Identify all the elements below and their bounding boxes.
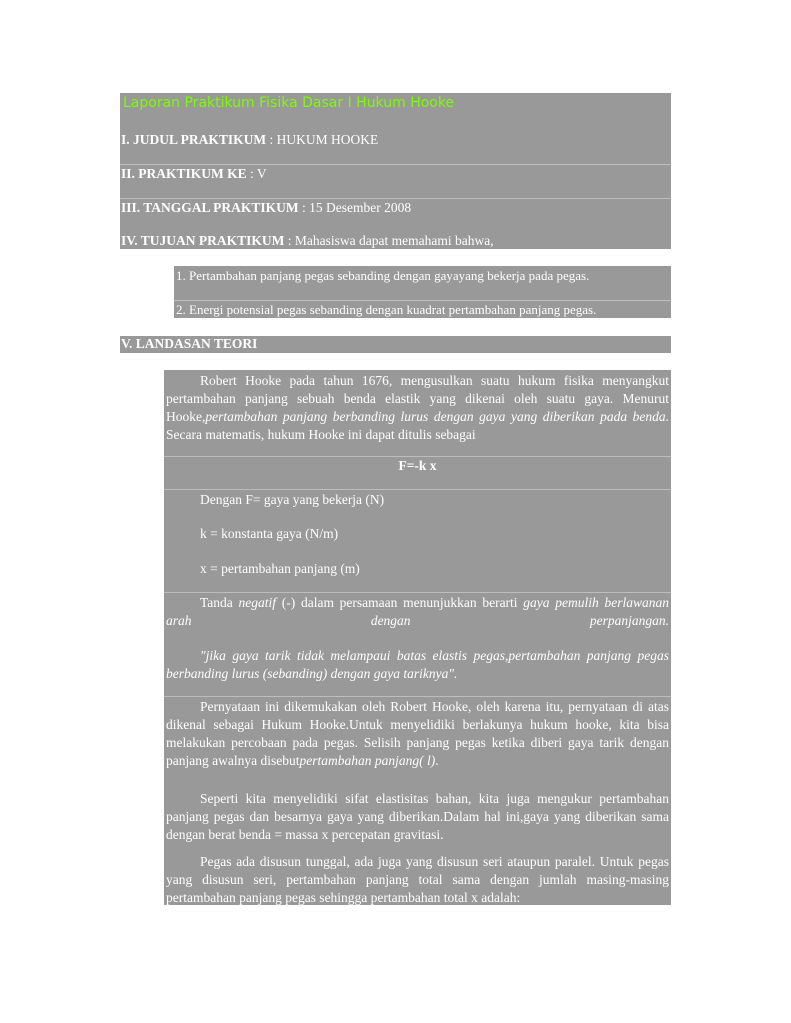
divider [120,164,671,165]
document-title: Laporan Praktikum Fisika Dasar I Hukum Hooke [123,95,455,111]
header-block [120,93,671,249]
section-label: III. TANGGAL PRAKTIKUM [121,200,299,215]
theory-block [164,370,671,905]
section-value: : V [246,166,267,181]
paragraph-pegas: Pegas ada disusun tunggal, ada juga yang disusun seri ataupun paralel. Untuk pegas yang disusun seri, pertambahan panjang total sama dengan jumlah masing-masing pertambahan panjang pegas sehingga pertambahan total x adalah: [166,854,669,905]
divider [164,456,671,457]
section-value: : Mahasiswa dapat memahami bahwa, [284,233,494,248]
definition-f: Dengan F= gaya yang bekerja (N) [200,492,385,507]
divider [120,198,671,199]
section-value: : 15 Desember 2008 [298,200,412,215]
quote: "jika gaya tarik tidak melampaui batas elastis pegas,pertambahan panjang pegas berbanding lurus (sebanding) dengan gaya tariknya". [166,648,669,681]
section-tanggal [121,200,411,216]
definition-k: k = konstanta gaya (N/m) [200,526,339,541]
section-label: I. JUDUL PRAKTIKUM [121,132,267,147]
divider [174,300,671,301]
section-tujuan [121,233,494,249]
theory-heading-bar [120,336,671,353]
theory-heading: V. LANDASAN TEORI [121,336,258,351]
section-value: : HUKUM HOOKE [266,132,379,147]
divider [164,489,671,490]
list-item: 2. Energi potensial pegas sebanding dengan kuadrat pertambahan panjang pegas. [176,302,597,317]
objectives-list [174,266,671,318]
list-item: 1. Pertambahan panjang pegas sebanding dengan gayayang bekerja pada pegas. [176,268,590,283]
paragraph-hooke: Robert Hooke pada tahun 1676, mengusulkan suatu hukum fisika menyangkut pertambahan panjang sebuah benda elastik yang dikenai oleh suatu gaya. Menurut Hooke,pertambahan panjang berbanding lurus dengan gaya yang diberikan pada benda. Secara matematis, hukum Hooke ini dapat ditulis sebagai [166,373,669,442]
paragraph-elastisitas: Seperti kita menyelidiki sifat elastisitas bahan, kita juga mengukur pertambahan panjang pegas dan besarnya gaya yang diberikan.Dalam hal ini,gaya yang diberikan sama dengan berat benda = massa x percepatan gravitasi. [166,791,669,842]
section-praktikum-ke [121,166,267,182]
section-label: IV. TUJUAN PRAKTIKUM [121,233,285,248]
section-label: II. PRAKTIKUM KE [121,166,247,181]
definition-x: x = pertambahan panjang (m) [200,561,360,576]
divider [164,696,671,697]
formula: F=-k x [398,458,437,473]
paragraph-negatif: Tanda negatif (-) dalam persamaan menunjukkan berarti gaya pemulih berlawanan arah dengan perpanjangan. [166,595,669,628]
paragraph-pernyataan: Pernyataan ini dikemukakan oleh Robert Hooke, oleh karena itu, pernyataan di atas dikenal sebagai Hukum Hooke.Untuk menyelidiki berlakunya hukum hooke, kita bisa melakukan percobaan pada pegas. Selisih panjang pegas ketika diberi gaya tarik dengan panjang awalnya disebutpertambahan panjang( l). [166,699,669,768]
divider [164,592,671,593]
section-judul [121,132,378,148]
